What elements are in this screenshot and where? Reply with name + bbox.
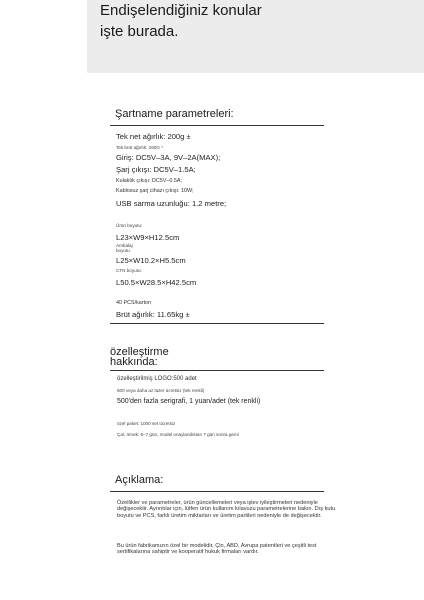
spec-net-weight: Tek net ağırlık: 200g ±	[116, 132, 191, 141]
specs-divider	[110, 125, 324, 126]
spec-ctn-size: L50.5×W28.5×H42.5cm	[116, 278, 197, 287]
spec-package-size-label: boyutu	[116, 248, 130, 253]
custom-title: özelleştirme hakkında:	[110, 346, 169, 368]
notes-paragraph-2: Bu ürün fabrikamızın özel bir modelidir, Çin, ABD, Avrupa patentleri ve çeşitli test sertifikalarına sahiptir ve kooperatif hukuk firmaları vardır.	[117, 543, 317, 556]
spec-pcs: 40 PCS/karton	[116, 300, 152, 306]
spec-wireless: Kablosuz şarj cihazı çıkışı: 10W;	[116, 188, 194, 194]
header-title: Endişelendiğiniz konular işte burada.	[100, 2, 262, 40]
custom-logo: özelleştirilmiş LOGO:500 adet	[117, 376, 197, 382]
notes-divider	[110, 491, 324, 492]
header-banner	[87, 0, 424, 73]
spec-charging: Şarj çıkışı: DC5V–1.5A;	[116, 165, 196, 174]
spec-usb: USB sarma uzunluğu: 1.2 metre;	[116, 199, 227, 208]
spec-product-size-label: Ürün boyutu:	[116, 223, 143, 228]
specs-bottom-divider	[110, 323, 324, 324]
spec-headphone: Kulaklık çıkışı: DC5V–0.5A;	[116, 178, 182, 184]
spec-gross-weight: Tek brüt ağırlık: 260G *	[116, 145, 163, 150]
spec-package-label: Ambalaj	[116, 243, 133, 248]
spec-product-size: L23×W9×H12.5cm	[116, 233, 180, 242]
custom-divider	[110, 370, 324, 371]
custom-serigraphy: 500'den fazla serigrafi, 1 yuan/adet (tek renkli)	[117, 398, 261, 405]
spec-ctn-label: CTN boyutu:	[116, 268, 142, 273]
spec-package-size: L25×W10.2×H5.5cm	[116, 256, 186, 265]
custom-laser: 500 veya daha az lazer ücretsiz (tek renkli)	[117, 388, 205, 393]
custom-lead-time: Çal, örnek: 5–7 gün, model onaylandıktan 7 gün sonra gemi	[117, 432, 239, 437]
spec-gross-carton: Brüt ağırlık: 11.65kg ±	[116, 310, 190, 319]
notes-title: Açıklama:	[115, 474, 164, 486]
spec-input: Giriş: DC5V–3A, 9V–2A(MAX);	[116, 153, 221, 162]
custom-package: özel paket: 1000 set ücretsiz	[117, 421, 176, 426]
notes-paragraph-1: Özellikler ve parametreler, ürün güncellemeleri veya işlev iyileştirmeleri nedeniyle değişecektir. Ayrıntılar için, lütfen ürün kullanım kılavuzu parametrelerine bakın. Dış kutu boyutu ve PCS, farklı üretim miktarları ve üretim partileri nedeniyle de değişecektir.	[117, 500, 336, 519]
specs-title: Şartname parametreleri:	[115, 108, 234, 120]
